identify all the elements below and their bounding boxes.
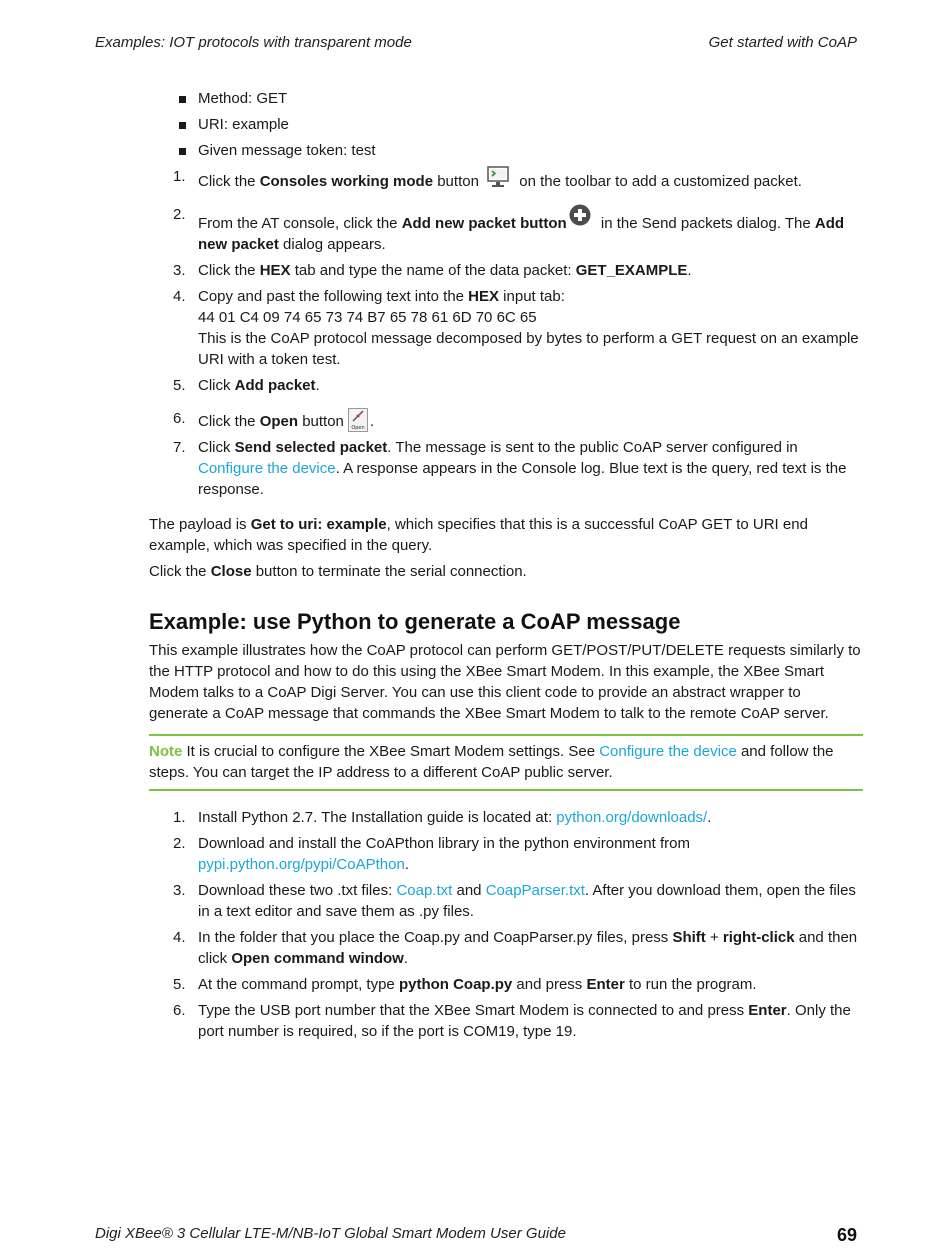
step-text: input tab:	[499, 288, 565, 305]
step-5	[149, 974, 863, 995]
paragraph-text: The payload is	[149, 516, 251, 533]
console-steps-list	[149, 166, 863, 500]
step-text: button	[433, 173, 479, 190]
step-text: In the folder that you place the Coap.py and CoapParser.py files, press	[198, 929, 673, 946]
step-text: Download and install the CoAPthon library in the python environment from	[198, 835, 690, 852]
paragraph-text: , which specifies that this is a successful CoAP GET to URI end example, which was specified in the query.	[149, 516, 808, 554]
step-4	[149, 927, 863, 969]
hex-payload: 44 01 C4 09 74 65 73 74 B7 65 78 61 6D 70 6C 65	[198, 309, 537, 326]
step-number: 7.	[173, 439, 186, 456]
step-bold: Consoles working mode	[259, 173, 434, 190]
step-number: 6.	[173, 1002, 186, 1019]
step-text: .	[315, 377, 320, 394]
step-number: 3.	[173, 882, 186, 899]
step-2	[149, 833, 863, 875]
note-text: and follow the steps. You can target the IP address to a different CoAP public server.	[149, 743, 834, 781]
step-text: Copy and past the following text into the	[198, 288, 469, 305]
step-number: 6.	[173, 410, 186, 427]
close-paragraph	[149, 561, 863, 582]
step-bold: Send selected packet	[234, 439, 388, 456]
step-text: tab and type the name of the data packet:	[290, 262, 576, 279]
step-text: Click the	[198, 173, 260, 190]
step-bold: Enter	[748, 1002, 787, 1019]
configure-device-link[interactable]: Configure the device	[599, 743, 737, 760]
step-bold: Add packet	[234, 377, 316, 394]
coapparser-txt-link[interactable]: CoapParser.txt	[485, 882, 585, 899]
list-item: Given message token: test	[149, 140, 863, 161]
running-header-right: Get started with CoAP	[708, 34, 857, 51]
step-bold: GET_EXAMPLE	[575, 262, 688, 279]
coap-txt-link[interactable]: Coap.txt	[396, 882, 453, 899]
step-number: 2.	[173, 206, 186, 223]
step-text: Click the	[198, 262, 260, 279]
step-text: Install Python 2.7. The Installation guide is located at:	[198, 809, 557, 826]
step-6	[149, 1000, 863, 1042]
add-circle-icon	[569, 204, 591, 226]
step-5	[149, 375, 863, 396]
step-number: 2.	[173, 835, 186, 852]
step-number: 1.	[173, 809, 186, 826]
message-properties-list	[149, 88, 863, 161]
coapthon-link[interactable]: pypi.python.org/pypi/CoAPthon	[198, 856, 405, 873]
step-text: in the Send packets dialog. The	[596, 215, 815, 232]
step-text: button	[298, 413, 344, 430]
open-icon-caption: Open	[351, 425, 365, 431]
note-label: Note	[149, 743, 183, 760]
step-3	[149, 880, 863, 922]
step-text: . Only the port number is required, so if the port is COM19, type 19.	[198, 1002, 851, 1040]
running-header-left: Examples: IOT protocols with transparent mode	[95, 34, 412, 51]
paragraph-bold: Get to uri: example	[250, 516, 387, 533]
open-icon	[348, 408, 368, 432]
step-text: Click	[198, 439, 235, 456]
page-number: 69	[836, 1225, 857, 1245]
step-number: 3.	[173, 262, 186, 279]
step-text: and press	[512, 976, 587, 993]
step-number: 4.	[173, 929, 186, 946]
step-text: . A response appears in the Console log. Blue text is the query, red text is the response.	[198, 460, 847, 498]
step-bold: python Coap.py	[398, 976, 513, 993]
step-bold: Open	[259, 413, 299, 430]
step-text: Download these two .txt files:	[198, 882, 397, 899]
python-steps-list	[149, 807, 863, 1042]
step-text: and then click	[198, 929, 858, 967]
step-number: 5.	[173, 976, 186, 993]
step-3	[149, 260, 863, 281]
step-text: .	[369, 413, 375, 430]
step-bold: HEX	[468, 288, 500, 305]
step-text: Type the USB port number that the XBee Smart Modem is connected to and press	[198, 1002, 749, 1019]
paragraph-bold: Close	[210, 563, 252, 580]
step-text: to run the program.	[624, 976, 757, 993]
note-text: It is crucial to configure the XBee Smart Modem settings. See	[182, 743, 600, 760]
note-box	[149, 734, 863, 791]
step-text: . After you download them, open the files in a text editor and save them as .py files.	[198, 882, 856, 920]
step-description: This is the CoAP protocol message decomposed by bytes to perform a GET request on an example URI with a token test.	[198, 330, 859, 368]
step-text: At the command prompt, type	[198, 976, 399, 993]
console-icon	[487, 166, 509, 188]
step-text: .	[707, 809, 712, 826]
step-bold: Add new packet button	[401, 215, 567, 232]
step-text: . The message is sent to the public CoAP server configured in	[387, 439, 798, 456]
step-number: 5.	[173, 377, 186, 394]
step-bold: Enter	[586, 976, 625, 993]
step-text: and	[452, 882, 486, 899]
step-4	[149, 286, 863, 370]
step-text: .	[404, 856, 409, 873]
step-1	[149, 807, 863, 828]
footer-guide-title: Digi XBee® 3 Cellular LTE-M/NB-IoT Global Smart Modem User Guide	[95, 1225, 566, 1242]
step-7	[149, 437, 863, 500]
step-bold: Add new packet	[198, 215, 845, 253]
step-1	[149, 166, 863, 192]
configure-device-link[interactable]: Configure the device	[198, 460, 336, 477]
step-number: 1.	[173, 168, 186, 185]
step-text: Click the	[198, 413, 260, 430]
paragraph-text: Click the	[149, 563, 211, 580]
step-bold: Open command window	[231, 950, 404, 967]
step-text: +	[705, 929, 723, 946]
step-text: From the AT console, click the	[198, 215, 402, 232]
step-6	[149, 408, 863, 432]
intro-paragraph: This example illustrates how the CoAP protocol can perform GET/POST/PUT/DELETE requests similarly to the HTTP protocol and how to do this using the XBee Smart Modem. In this example, the XBee Smart Modem talks to a CoAP Digi Server. You can use this client code to provide an abstract wrapper to generate a CoAP message that commands the XBee Smart Modem to talk to the remote CoAP server.	[149, 642, 861, 722]
python-downloads-link[interactable]: python.org/downloads/	[556, 809, 708, 826]
step-bold: HEX	[259, 262, 291, 279]
step-text: dialog appears.	[278, 236, 386, 253]
section-heading: Example: use Python to generate a CoAP message	[149, 609, 681, 634]
list-item: URI: example	[149, 114, 863, 135]
step-text: Click	[198, 377, 235, 394]
step-2	[149, 204, 863, 255]
step-text: .	[403, 950, 409, 967]
page-content	[149, 88, 863, 1047]
step-bold: right-click	[722, 929, 795, 946]
step-bold: Shift	[672, 929, 706, 946]
step-text: .	[687, 262, 692, 279]
paragraph-text: button to terminate the serial connection.	[251, 563, 527, 580]
list-item: Method: GET	[149, 88, 863, 109]
payload-paragraph	[149, 514, 863, 556]
step-text: on the toolbar to add a customized packet.	[515, 173, 802, 190]
step-number: 4.	[173, 288, 186, 305]
